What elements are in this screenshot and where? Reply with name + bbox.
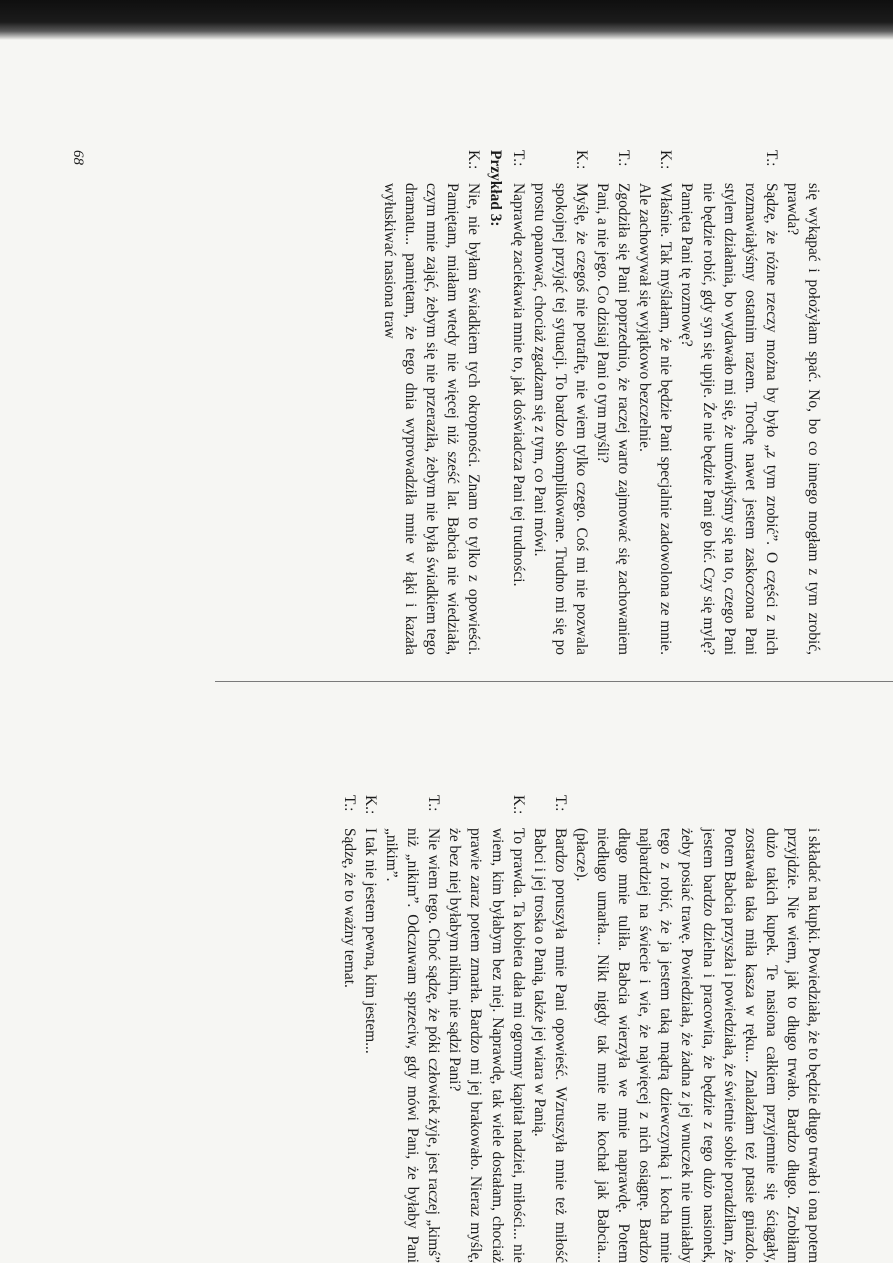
dialogue-line [634,150,676,655]
speaker-label: T.: [551,795,569,812]
dialogue-line [529,150,592,655]
speaker-label: T.: [425,795,443,812]
dialogue-line [339,795,360,1263]
dialogue-line [360,795,381,1263]
top-page [109,150,824,655]
dialogue-text: I tak nie jestem pewna, kim jestem... [362,828,380,1054]
paragraph [571,828,824,1263]
speaker-label: T.: [762,150,780,167]
paragraph-text: się wykąpać i położyłam spać. No, bo co innego mogłam z tym zrobić, prawda? [783,183,822,655]
dialogue-text: Naprawdę zaciekawia mnie to, jak doświadcza Pani tej trudności. [509,183,527,587]
dialogue-line [444,795,528,1263]
dialogue-line [676,150,781,655]
dialogue-line [381,795,444,1263]
speaker-label: T.: [340,795,358,812]
dialogue-text: Właśnie. Tak myślałam, że nie będzie Pani specjalnie zadowolona ze mnie. Ale zachowywał się wyjątkowo bezczelnie. [636,183,675,655]
dialogue-line [529,795,571,1263]
bottom-page [104,795,824,1263]
dialogue-text: Nie, nie byłam świadkiem tych okropności. Znam to tylko z opowieści. Pamiętam, miałam wtedy nie więcej niż sześć lat. Babcia nie wiedziała, czym mnie zająć, żebym się nie przeraziła, żebym nie była świadkiem tego dramatu... pamiętam, że tego dnia wyprowadziła mnie w łąki i kazała wyłuskiwać nasiona traw [381,183,483,655]
dialogue-text: Myślę, że czegoś nie potrafię, nie wiem tylko czego. Coś mi nie pozwala spokojnej przyjąć tej sytuacji. To bardzo skomplikowane. Trudno mi się po prostu opanować, chociaż zgadzam się z tym, co Pani mówi. [530,183,590,655]
dialogue-text: Bardzo poruszyła mnie Pani opowieść. Wzruszyła mnie też miłość Babci i jej troska o Panią, także jej wiara w Panią. [530,828,569,1263]
page-number: 68 [70,150,86,165]
speaker-label: K.: [572,150,590,170]
dialogue-text: Zgodziła się Pani poprzednio, że raczej warto zajmować się zachowaniem Pani, a nie jego. Co dzisiaj Pani o tym myśli? [594,183,633,655]
speaker-label: K.: [657,150,675,170]
dialogue-text: Nie wiem tego. Choć sądzę, że póki człowiek żyje, jest raczej „kimś” niż „nikim”. Odczuwam sprzeciw, gdy mówi Pani, że byłaby Pani „nikim”. [383,828,443,1263]
speaker-label: K.: [465,150,483,170]
dialogue-text: Sądzę, że to ważny temat. [340,828,358,988]
dialogue-text: To prawda. Ta kobieta dała mi ogromny kapitał nadziei, miłości... nie wiem, kim byłabym bez niej. Naprawdę, tak wiele dostałam, chociaż prawie zaraz potem zmarła. Bardzo mi jej brakowało. Nieraz myślę, że bez niej byłabym nikim, nie sądzi Pani? [446,828,527,1263]
example-heading: Przykład 3: [486,150,504,227]
paragraph-text: i składać na kupki. Powiedziała, że to będzie długo trwało i ona potem przyjdzie. Nie wiem, jak to długo trwało. Bardzo długo. Zrobiłam dużo takich kupek. Te nasiona całkiem przyjemnie się ściągały, zostawała taka miła kasza w ręku... Znalazłam też ptasie gniazdo. Potem Babcia przyszła i powiedziała, że świetnie sobie poradziłam, że jestem bardzo dzielna i pracowita, że będzie z tego dużo nasionek, żeby posiać trawę. Powiedziała, że żadna z jej wnuczek nie umiałaby tego z robić, że ja jestem taką mądrą dziewczynką i kocha mnie najbardziej na świecie i wie, że najwięcej z nich osiągnę. Bardzo długo mnie tuliła. Babcia wierzyła we mnie naprawdę. Potem niedługo umarła... Nikt nigdy tak mnie nie kochał jak Babcia... (płacze). [572,828,822,1263]
speaker-label: T.: [509,150,527,167]
speaker-label: K.: [362,795,380,815]
speaker-label: T.: [615,150,633,167]
dialogue-line [379,150,484,655]
scanner-edge-shadow [0,0,893,40]
page-divider [215,681,893,682]
dialogue-line [592,150,634,655]
speaker-label: K.: [509,795,527,815]
dialogue-line [508,150,529,655]
dialogue-text: Sądzę, że różne rzeczy można by było „z tym zrobić”. O części z nich rozmawiałyśmy ostatnim razem. Trochę nawet jestem zaskoczona Pani stylem działania, bo wydawało mi się, że umówiłyśmy się na to, czego Pani nie będzie robić, gdy syn się upije. Że nie będzie Pani go bić. Czy się mylę? Pamięta Pani tę rozmowę? [678,183,780,655]
paragraph [782,183,824,655]
